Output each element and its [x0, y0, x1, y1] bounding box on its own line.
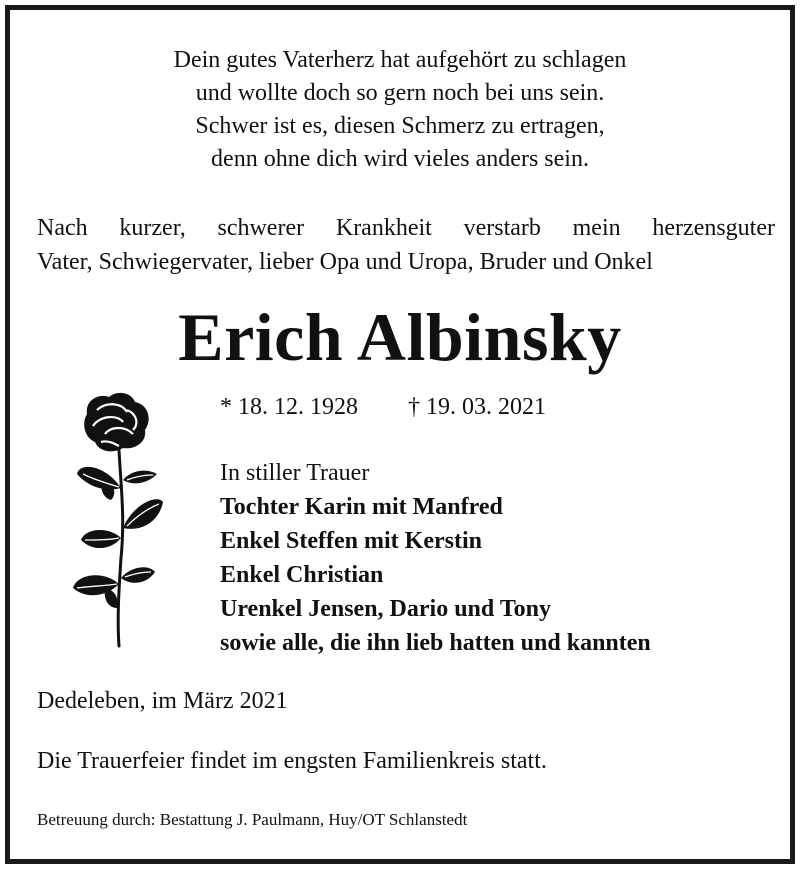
- poem-line: Schwer ist es, diesen Schmerz zu ertragen,: [195, 113, 605, 139]
- mourner-name: Enkel Christian: [220, 562, 384, 588]
- rose-icon: [65, 388, 165, 650]
- obituary-notice: [5, 5, 795, 864]
- birth-date: * 18. 12. 1928: [220, 394, 358, 420]
- intro-line: Vater, Schwiegervater, lieber Opa und Uropa, Bruder und Onkel: [37, 249, 653, 275]
- intro-text: [37, 211, 775, 279]
- mourner-name: sowie alle, die ihn lieb hatten und kannten: [220, 630, 651, 656]
- poem-line: und wollte doch so gern noch bei uns sein.: [195, 80, 605, 106]
- death-date: † 19. 03. 2021: [408, 394, 546, 420]
- ceremony-note: Die Trauerfeier findet im engsten Familienkreis statt.: [37, 748, 547, 774]
- poem-line: Dein gutes Vaterherz hat aufgehört zu schlagen: [173, 47, 627, 73]
- deceased-name: Erich Albinsky: [178, 299, 622, 375]
- mourner-name: Enkel Steffen mit Kerstin: [220, 528, 482, 554]
- poem: [10, 44, 790, 176]
- mourner-name: Urenkel Jensen, Dario und Tony: [220, 596, 551, 622]
- mourners: [220, 456, 651, 660]
- place-date: Dedeleben, im März 2021: [37, 688, 288, 714]
- intro-line: Nach kurzer, schwerer Krankheit verstarb mein herzensguter: [37, 215, 775, 241]
- life-dates: [220, 392, 546, 422]
- mourners-heading: In stiller Trauer: [220, 460, 370, 486]
- funeral-home-credit: Betreuung durch: Bestattung J. Paulmann, Huy/OT Schlanstedt: [37, 810, 468, 829]
- poem-line: denn ohne dich wird vieles anders sein.: [211, 146, 589, 172]
- mourner-name: Tochter Karin mit Manfred: [220, 494, 503, 520]
